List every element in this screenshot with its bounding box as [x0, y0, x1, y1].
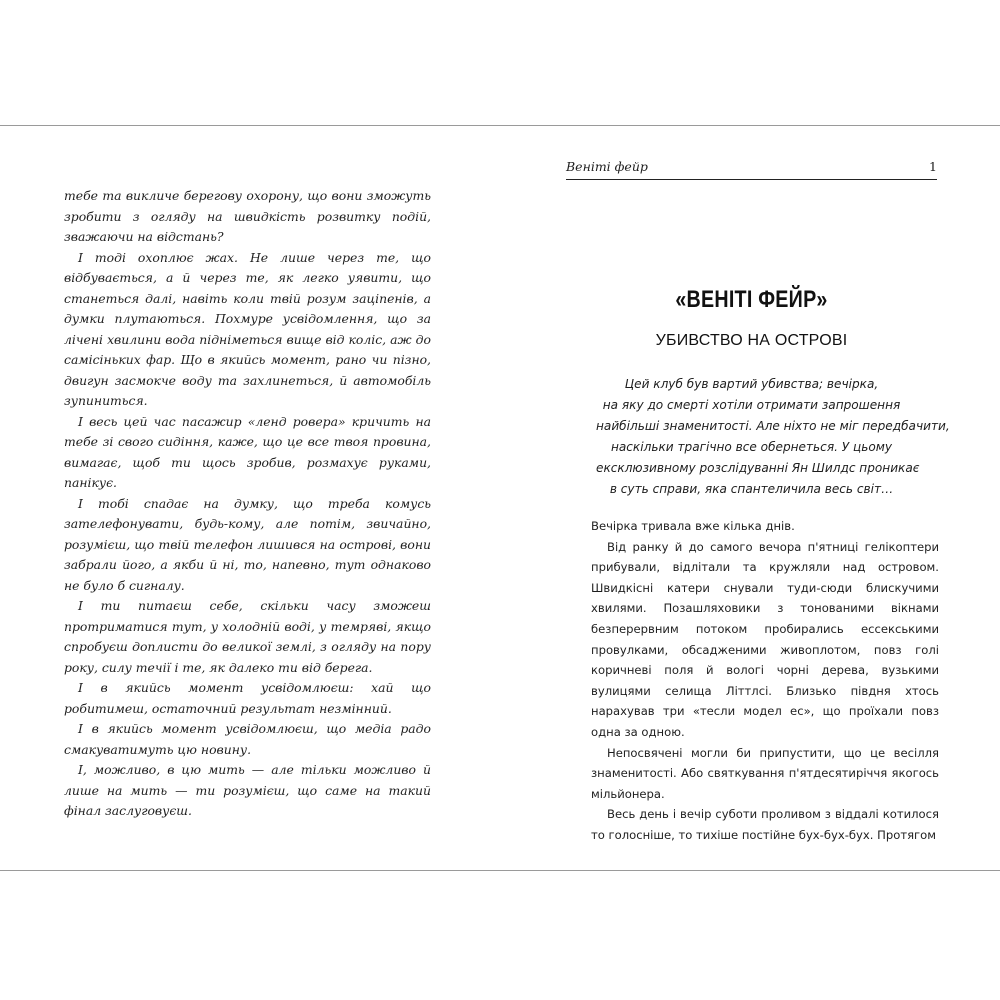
lead-line: в суть справи, яка спантеличила весь світ…: [609, 482, 894, 496]
article-title: «ВЕНІТІ ФЕЙР»: [675, 286, 828, 313]
right-page: [500, 126, 1000, 870]
paragraph: І весь цей час пасажир «ленд ровера» кричить на тебе зі свого сидіння, каже, що це все твоя провина, вимагає, щоб ти щось зробив, розмахує руками, панікує.: [64, 413, 431, 490]
paragraph: І в якийсь момент усвідомлюєш: хай що робитимеш, остаточний результат незмінний.: [64, 680, 431, 716]
article-subtitle: УБИВСТВО НА ОСТРОВІ: [655, 332, 848, 349]
lead-line: на яку до смерті хотіли отримати запрошення: [602, 398, 901, 412]
left-page: [0, 126, 500, 870]
paragraph: І тоді охоплює жах. Не лише через те, що відбувається, а й через те, як легко уявити, що станеться далі, навіть коли твій розум заціпенів, а думки плутаються. Похмуре усвідомлення, що за лічені хвилини вода підніметься вище від коліс, аж до самісіньких фар. Що в якийсь момент, рано чи пізно, двигун засмокче воду та захлинеться, й автомобіль зупиниться.: [64, 249, 431, 408]
lead-line: Цей клуб був вартий убивства; вечірка,: [624, 377, 879, 391]
paragraph: І в якийсь момент усвідомлюєш, що медіа радо смакуватимуть цю новину.: [64, 721, 431, 757]
article-lead: [596, 374, 950, 500]
page-number: 1: [929, 159, 937, 174]
lead-line: наскільки трагічно все обернеться. У цьому: [610, 440, 893, 454]
running-head: [566, 157, 937, 180]
paragraph: Непосвячені могли би припустити, що це весілля знаменитості. Або святкування п'ятдесятиріччя якогось мільйонера.: [591, 745, 939, 801]
paragraph: І тобі спадає на думку, що треба комусь зателефонувати, будь-кому, але потім, звичайно, розумієш, що твій телефон лишився на острові, вони забрали його, а якби й ні, то, напевно, тут однаково не було б сигналу.: [64, 495, 431, 593]
paragraph: Від ранку й до самого вечора п'ятниці гелікоптери прибували, відлітали та кружляли над островом. Швидкісні катери снували туди-сюди блискучими хвилями. Позашляховики з тонованими вікнами безперервним потоком пробирались ессекськими провулками, обсадженими живоплотом, повз голі коричневі поля й вологі чорні дерева, вузькими вулицями селища Літтлсі. Близько півдня хтось нарахував три «тесли модел ес», що проїхали повз одна за одною.: [591, 539, 939, 739]
paragraph: Вечірка тривала вже кілька днів.: [591, 519, 795, 533]
lead-line: ексклюзивному розслідуванні Ян Шилдс проникає: [596, 461, 920, 475]
right-page-body: [591, 516, 939, 846]
left-page-body: [64, 186, 431, 822]
book-spread: [0, 125, 1000, 871]
paragraph: Весь день і вечір суботи проливом з віддалі котилося то голосніше, то тихіше постійне бух-бух-бух. Протягом: [591, 807, 939, 842]
paragraph: І ти питаєш себе, скільки часу зможеш протриматися тут, у холодній воді, у темряві, якщо спробуєш доплисти до великої землі, з огляду на пору року, силу течії і те, як далеко ти від берега.: [64, 598, 431, 675]
lead-line: найбільші знаменитості. Але ніхто не міг передбачити,: [596, 419, 950, 433]
paragraph: тебе та викличе берегову охорону, що вони зможуть зробити з огляду на швидкість розвитку подій, зважаючи на відстань?: [64, 188, 431, 244]
running-head-title: Веніті фейр: [566, 159, 648, 174]
paragraph: І, можливо, в цю мить — але тільки можливо й лише на мить — ти розумієш, що саме на такий фінал заслуговуєш.: [64, 762, 431, 818]
